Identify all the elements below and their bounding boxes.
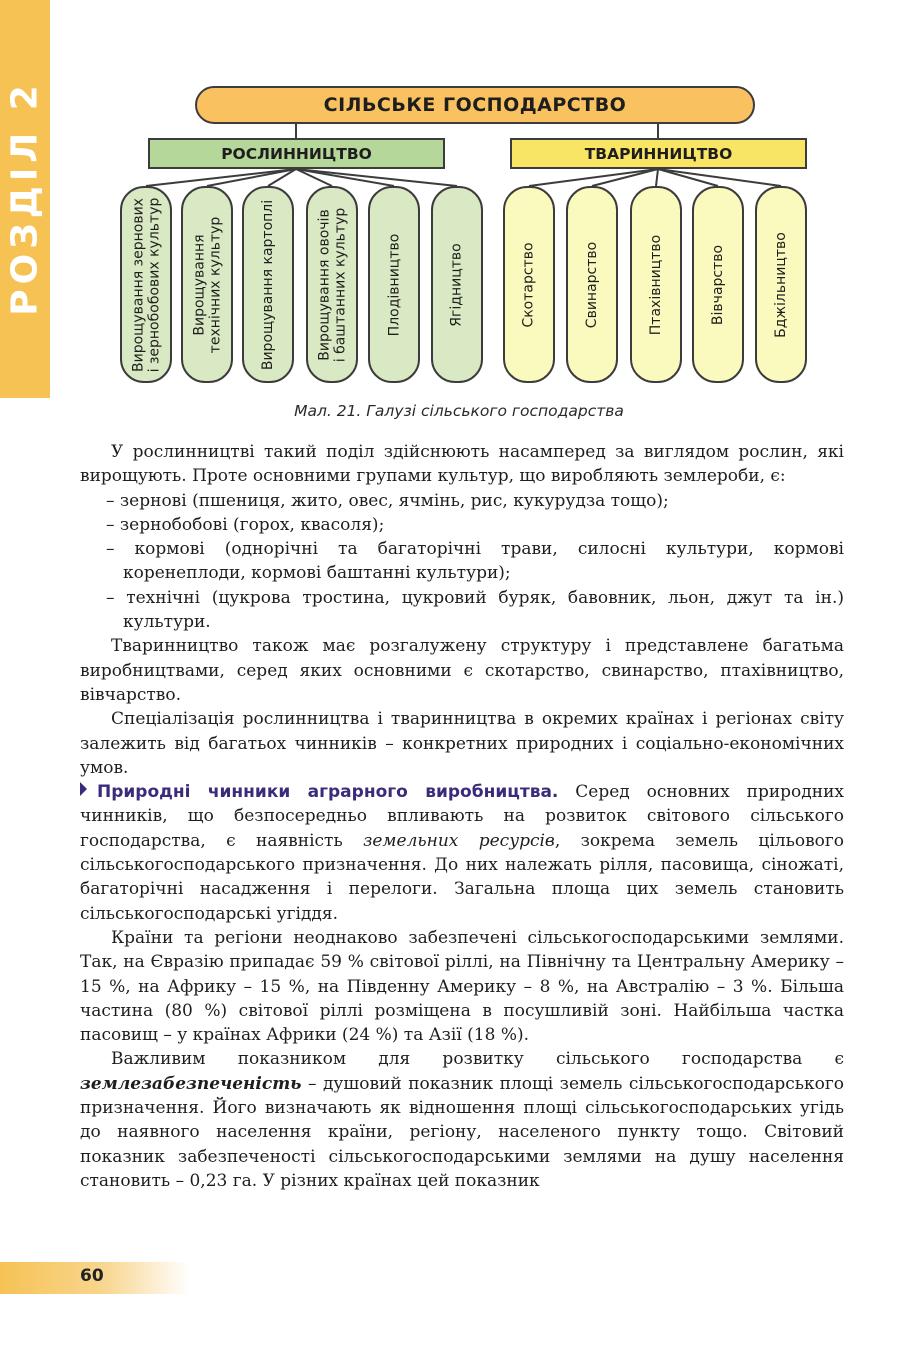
section-heading: Природні чинники аграрного виробництва.: [97, 782, 559, 803]
diagram-branch-animal-husbandry: ТВАРИННИЦТВО: [510, 138, 807, 169]
figure-caption: Мал. 21. Галузі сільського господарства: [294, 402, 624, 420]
leaf-berry-growing: Ягідництво: [431, 186, 483, 383]
key-term: землезабезпеченість: [80, 1073, 302, 1094]
paragraph-section: Природні чинники аграрного виробництва. Серед основних природних чинників, що безпосередньо впливають на розвиток світового сільського господарства, є наявність земельних ресурсів, зокрема земель цільового сільськогосподарського призначення. До них належать рілля, пасовища, сіножаті, багаторічні насадження і перелоги. Загальна площа цих земель становить сільськогосподарські угіддя.: [80, 782, 845, 924]
body-text: [80, 440, 844, 1193]
paragraph: Тваринництво також має розгалужену структуру і представлене багатьма виробництвами, серед яких основними є скотарство, свинарство, птахівництво, вівчарство.: [80, 636, 844, 705]
leaf-sheep-breeding: Вівчарство: [692, 186, 744, 383]
paragraph: У рослинництві такий поділ здійснюють насамперед за виглядом рослин, які вирощують. Проте основними групами культур, що виробляють землероби, є:: [80, 442, 844, 487]
list-item: – зернові (пшениця, жито, овес, ячмінь, рис, кукурудза тощо);: [106, 490, 669, 511]
list-item: – технічні (цукрова тростина, цукровий буряк, бавовник, льон, джут та ін.) культури.: [106, 587, 844, 633]
diagram-root-agriculture: СІЛЬСЬКЕ ГОСПОДАРСТВО: [195, 86, 755, 124]
emphasis-term: земельних ресурсів: [363, 830, 555, 851]
list-item: – зернобобові (горох, квасоля);: [106, 514, 385, 535]
list-item: – кормові (однорічні та багаторічні трави, силосні культури, кормові коренеплоди, кормові баштанні культури);: [106, 539, 844, 584]
page-number: 60: [80, 1266, 104, 1286]
paragraph: Країни та регіони неоднаково забезпечені сільськогосподарськими землями. Так, на Євразію припадає 59 % світової ріллі, на Північну та Центральну Америку – 15 %, на Африку – 15 %, на Південну Америку – 8 %, на Австралію – 3 %. Більша частина (80 %) світової ріллі розміщена в посушливій зоні. Найбільша частка пасовищ – у країнах Африки (24 %) та Азії (18 %).: [80, 927, 844, 1046]
leaf-beekeeping: Бджільництво: [755, 186, 807, 383]
leaf-poultry-farming: Птахівництво: [630, 186, 682, 383]
leaf-grain-legume-crops: Вирощування зернових і зернобобових культур: [120, 186, 172, 383]
leaf-potato-growing: Вирощування картоплі: [242, 186, 294, 383]
paragraph: Спеціалізація рослинництва і тваринництва в окремих країнах і регіонах світу залежить від багатьох чинників – конкретних природних і соціально-економічних умов.: [80, 709, 844, 778]
chapter-side-band: [0, 0, 50, 398]
chapter-label: РОЗДІЛ 2: [4, 80, 46, 316]
diagram-branch-crop-production: РОСЛИННИЦТВО: [148, 138, 445, 169]
leaf-pig-breeding: Свинарство: [566, 186, 618, 383]
leaf-vegetables-melons: Вирощування овочів і баштанних культур: [306, 186, 358, 383]
leaf-fruit-growing: Плодівництво: [368, 186, 420, 383]
paragraph: Важливим показником для розвитку сільського господарства є землезабезпеченість – душовий показник площі земель сільськогосподарського призначення. Його визначають як відношення площі сільськогосподарських угідь до наявного населення країни, регіону, населеного пункту тощо. Світовий показник забезпеченості сільськогосподарськими землями на душу населення становить – 0,23 га. У різних країнах цей показник: [80, 1049, 844, 1191]
leaf-cattle-breeding: Скотарство: [503, 186, 555, 383]
leaf-industrial-crops: Вирощування технічних культур: [181, 186, 233, 383]
section-marker-icon: [80, 782, 87, 796]
